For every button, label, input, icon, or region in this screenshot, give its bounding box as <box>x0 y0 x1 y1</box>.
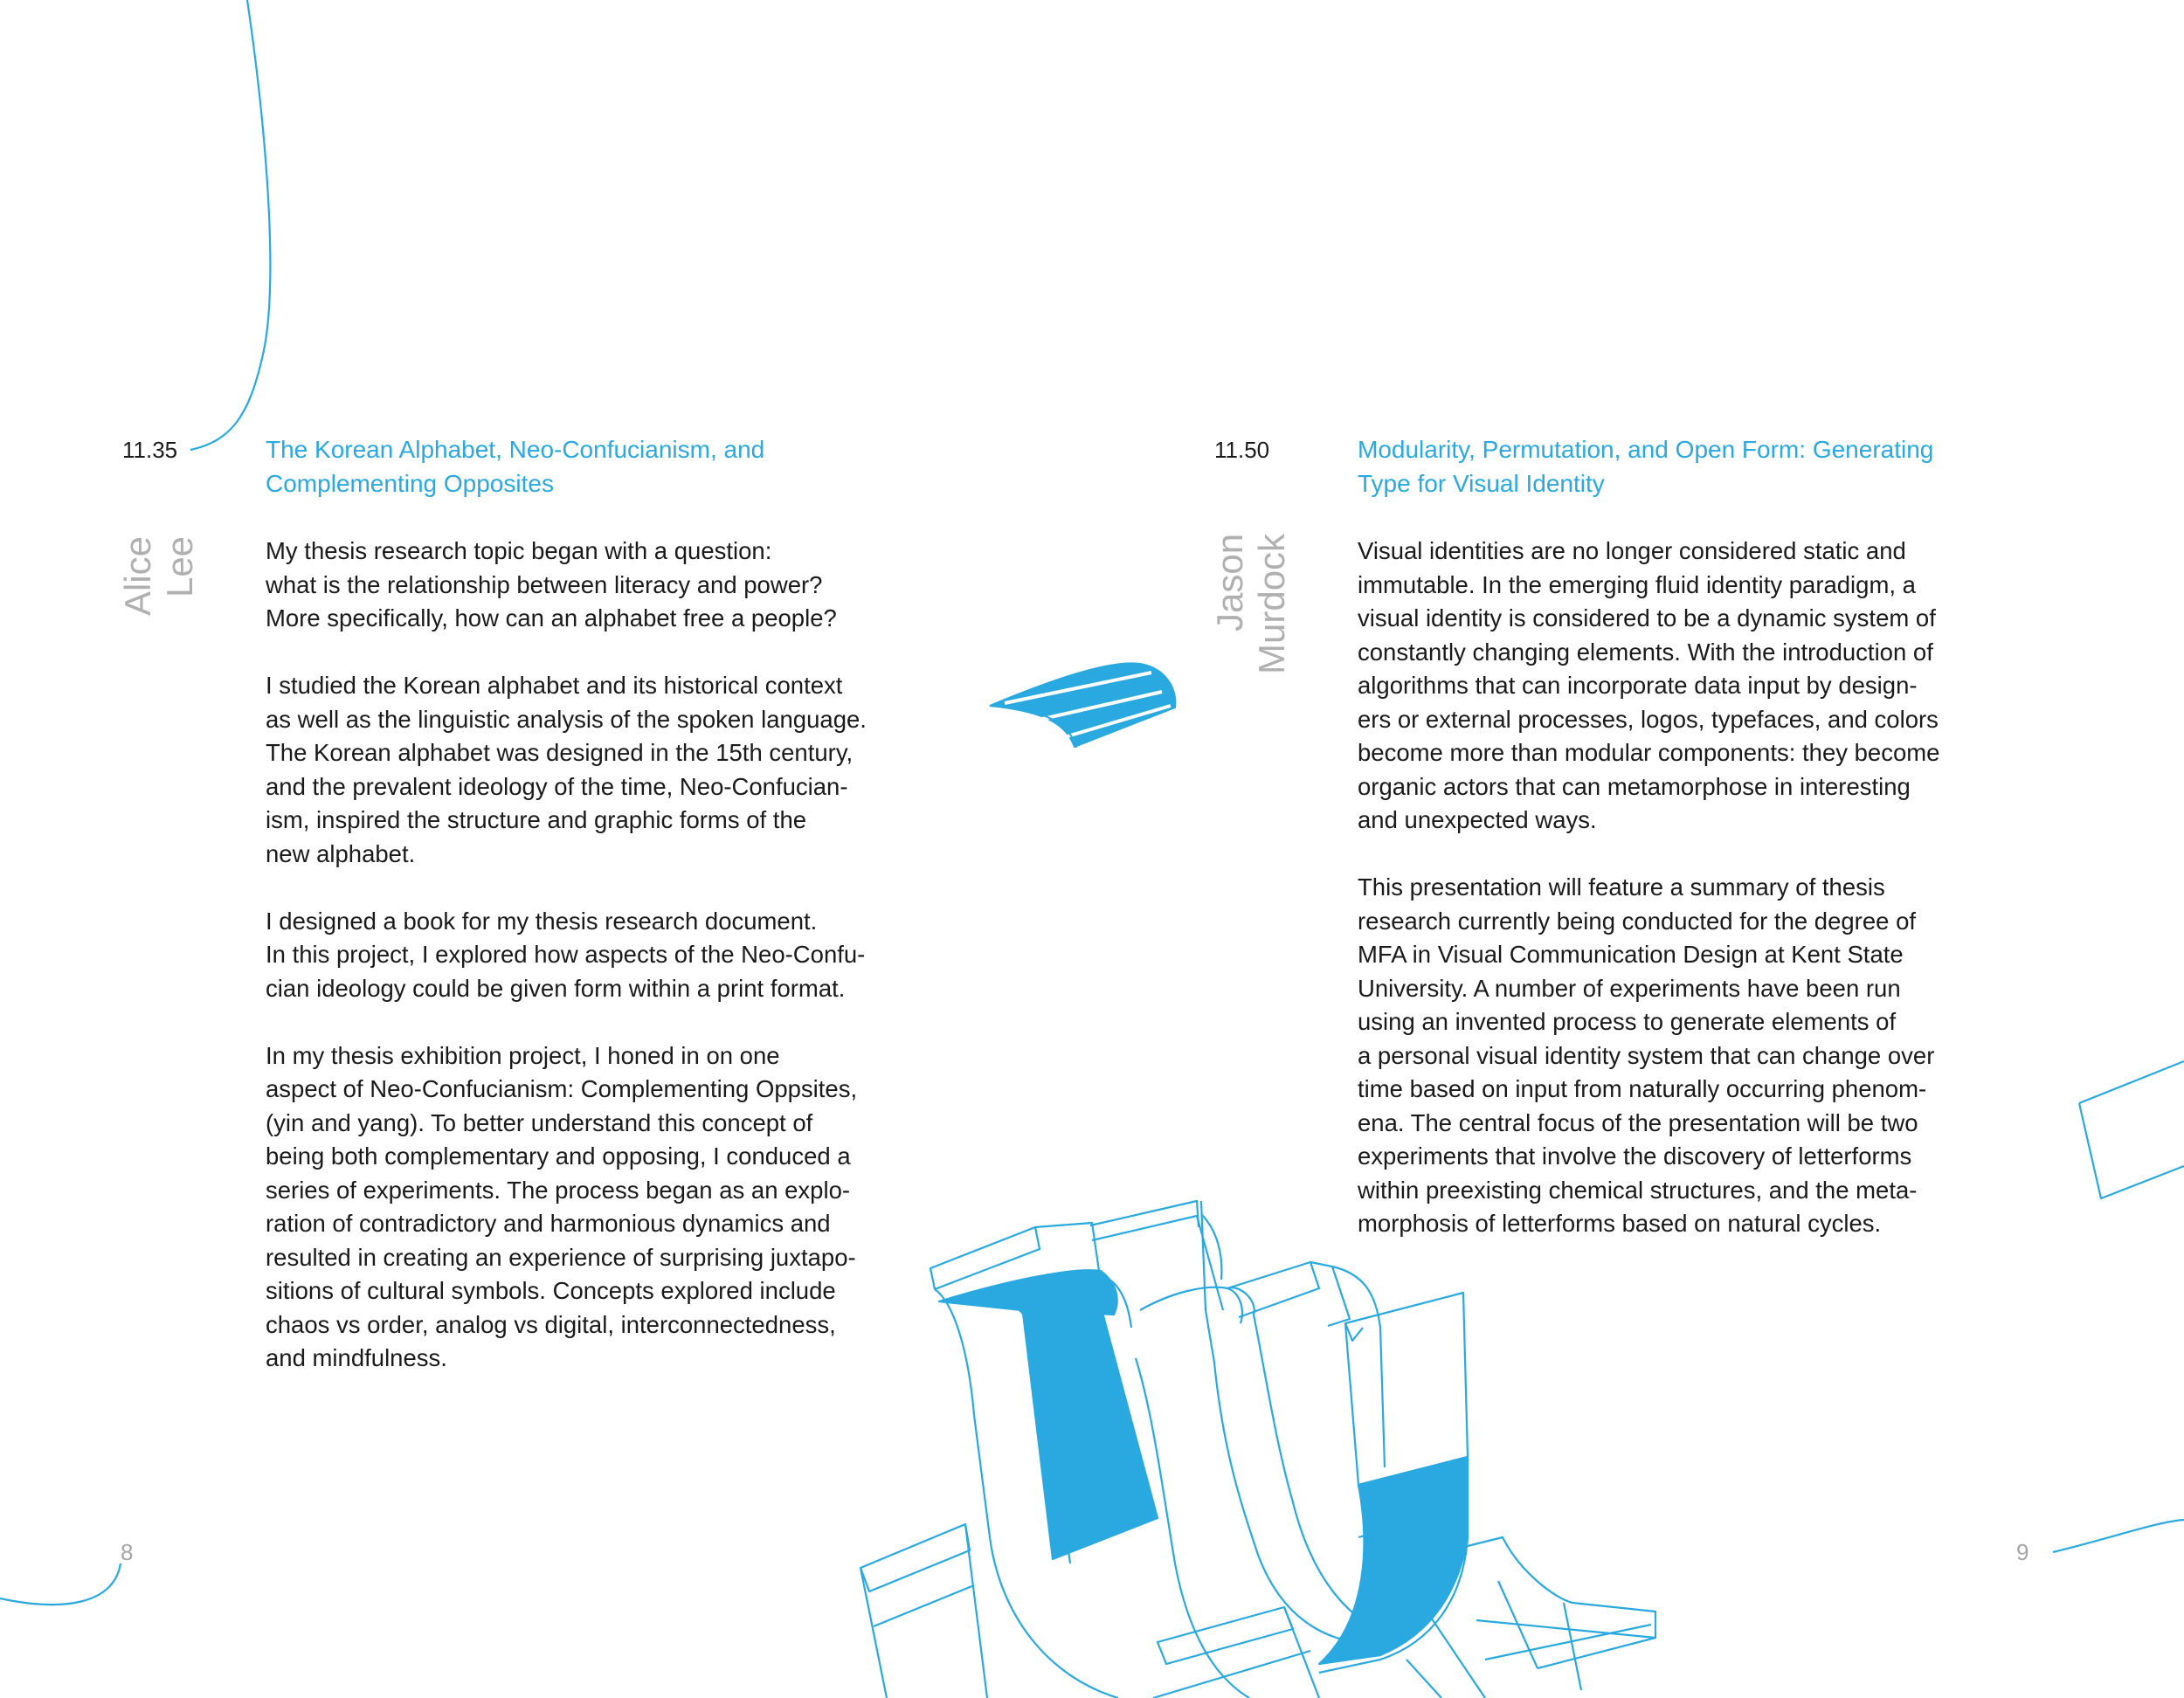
decorative-box-right <box>2079 1061 2184 1198</box>
paragraph <box>266 1039 930 1376</box>
text-line: algorithms that can incorporate data input by design- <box>1358 672 1918 699</box>
text-line: research currently being conducted for the degree of <box>1358 907 1916 935</box>
text-line: MFA in Visual Communication Design at Kent State <box>1358 941 1904 968</box>
text-line: (yin and yang). To better understand this concept of <box>266 1108 813 1136</box>
abstract-right <box>1358 535 2022 1274</box>
text-line: experiments that involve the discovery of letterforms <box>1358 1142 1912 1170</box>
decorative-curve-bottom-right <box>2053 1520 2184 1552</box>
abstract-left <box>266 535 930 1409</box>
text-line: what is the relationship between literacy and power? <box>266 570 823 598</box>
paragraph <box>1358 535 2022 838</box>
text-line: a personal visual identity system that can change over <box>1358 1041 1935 1069</box>
text-line: This presentation will feature a summary of thesis <box>1358 873 1885 901</box>
floating-curl-shape <box>990 663 1175 748</box>
title-line: Complementing Opposites <box>266 469 554 497</box>
text-line: In my thesis exhibition project, I honed in on one <box>266 1041 780 1069</box>
title-line: Modularity, Permutation, and Open Form: Generating <box>1358 436 1934 463</box>
text-line: morphosis of letterforms based on natural cycles. <box>1358 1210 1882 1237</box>
text-line: immutable. In the emerging fluid identity paradigm, a <box>1358 570 1916 598</box>
speaker-last-name: Lee <box>159 535 200 598</box>
text-line: I studied the Korean alphabet and its historical context <box>266 672 843 699</box>
speaker-last-name: Murdock <box>1251 533 1292 674</box>
text-line: University. A number of experiments have been run <box>1358 974 1901 1002</box>
text-line: time based on input from naturally occurring phenom- <box>1358 1075 1927 1102</box>
speaker-first-name: Alice <box>117 535 158 616</box>
text-line: visual identity is considered to be a dynamic system of <box>1358 604 1936 632</box>
text-line: organic actors that can metamorphose in interesting <box>1358 772 1911 800</box>
text-line: aspect of Neo-Confucianism: Complementing Oppsites, <box>266 1075 858 1102</box>
text-line: resulted in creating an experience of surprising juxtapo- <box>266 1243 856 1271</box>
paragraph <box>266 669 930 871</box>
session-time-right: 11.50 <box>1214 437 1270 463</box>
text-line: My thesis research topic began with a question: <box>266 537 772 564</box>
speaker-first-name: Jason <box>1209 533 1250 632</box>
text-line: using an invented process to generate elements of <box>1358 1008 1897 1035</box>
text-line: ena. The central focus of the presentation will be two <box>1358 1108 1918 1136</box>
text-line: and mindfulness. <box>266 1344 447 1371</box>
page-number-right: 9 <box>2016 1539 2029 1565</box>
talk-title-left <box>266 433 930 500</box>
paragraph <box>1358 871 2022 1241</box>
text-line: ers or external processes, logos, typefaces, and colors <box>1358 705 1939 733</box>
text-line: chaos vs order, analog vs digital, interconnectedness, <box>266 1310 836 1338</box>
text-line: ration of contradictory and harmonious dynamics and <box>266 1210 831 1237</box>
decorative-curve-top-left <box>190 0 270 450</box>
text-line: The Korean alphabet was designed in the 15th century, <box>266 739 854 766</box>
title-line: The Korean Alphabet, Neo-Confucianism, and <box>266 436 765 463</box>
paragraph <box>266 905 930 1006</box>
title-line: Type for Visual Identity <box>1358 469 1605 497</box>
paragraph <box>266 535 930 636</box>
text-line: sitions of cultural symbols. Concepts explored include <box>266 1277 836 1304</box>
text-line: being both complementary and opposing, I conduced a <box>266 1142 851 1170</box>
speaker-name-left <box>117 536 201 616</box>
page-number-left: 8 <box>121 1539 134 1565</box>
text-line: new alphabet. <box>266 839 416 867</box>
text-line: become more than modular components: they become <box>1358 739 1940 766</box>
session-time-left: 11.35 <box>122 437 178 463</box>
decorative-curve-bottom-left <box>0 1563 121 1605</box>
text-line: and unexpected ways. <box>1358 806 1597 833</box>
text-line: constantly changing elements. With the introduction of <box>1358 638 1933 666</box>
text-line: In this project, I explored how aspects of the Neo-Confu- <box>266 941 866 968</box>
text-line: More specifically, how can an alphabet free a people? <box>266 604 837 632</box>
wireframe-letterforms <box>860 1201 1655 1698</box>
text-line: as well as the linguistic analysis of the spoken language. <box>266 705 867 733</box>
text-line: within preexisting chemical structures, and the meta- <box>1358 1176 1918 1204</box>
text-line: Visual identities are no longer considered static and <box>1358 537 1906 564</box>
text-line: cian ideology could be given form within a print format. <box>266 974 846 1002</box>
text-line: series of experiments. The process began as an explo- <box>266 1176 851 1204</box>
text-line: and the prevalent ideology of the time, Neo-Confucian- <box>266 772 848 800</box>
text-line: I designed a book for my thesis research document. <box>266 907 818 935</box>
text-line: ism, inspired the structure and graphic forms of the <box>266 806 807 833</box>
talk-title-right <box>1358 433 2056 500</box>
speaker-name-right <box>1209 534 1293 674</box>
